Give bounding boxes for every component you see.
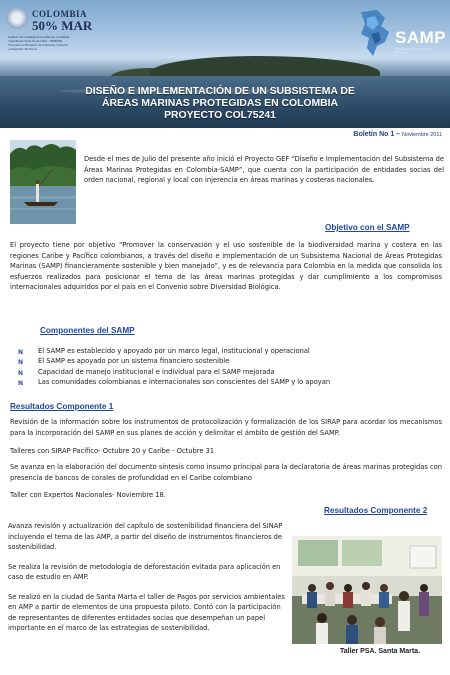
bulletin-number <box>353 131 442 138</box>
list-item <box>16 356 436 366</box>
logo-small-text: Vinculado al Ministerio de Ambiente, Vivienda <box>8 44 68 47</box>
bullet-mark-icon: N <box>18 369 24 377</box>
island-silhouette <box>150 56 380 78</box>
title-line: DISEÑO E IMPLEMENTACIÓN DE UN SUBSISTEMA DE <box>85 86 355 97</box>
logo-small-text: Instituto de Investigaciones Marinas y Costeras <box>8 36 70 39</box>
colombia-50-mar-logo <box>6 7 93 55</box>
resultados-1-heading: Resultados Componente 1 <box>10 402 114 411</box>
samp-logo-word: SAMP <box>395 28 447 47</box>
workshop-photo <box>292 536 442 644</box>
resultados-1-paragraph: Revisión de la información sobre los instrumentos de protocolización y formalización de los SIRAP para acordar los mecanismos para la incorporación del SAMP en sus planes de acción y delimitar el ámbito de gestión del SAMP. <box>10 418 442 437</box>
componentes-heading: Componentes del SAMP <box>40 326 135 335</box>
samp-logo-subtitle: Subsistema de Áreas Marinas Protegidas <box>395 48 432 54</box>
logo-small-text: "José Benito Vives De Andréis" - INVEMAR <box>8 40 63 43</box>
resultados-1-paragraph: Se avanza en la elaboración del documento síntesis como insumo principal para la declaratoria de áreas marinas protegidas con presencia de bancos de corales de profundidad en el Caribe colombiano <box>10 463 442 482</box>
bullet-mark-icon: N <box>18 349 24 356</box>
list-item-text: Las comunidades colombianas e internacionales son conscientes del SAMP y lo apoyan <box>38 378 331 387</box>
list-item-text: El SAMP es apoyado por un sistema financiero sostenible <box>38 357 230 366</box>
bulletin-label: Boletín No 1 – <box>353 131 401 138</box>
resultados-2-heading: Resultados Componente 2 <box>324 506 428 515</box>
list-item <box>16 367 436 377</box>
list-item-text: El SAMP es establecido y apoyado por un marco legal, institucional y operacional <box>38 347 310 355</box>
resultados-1-paragraph: Talleres con SIRAP Pacífico- Octubre 20 y Caribe - Octubre 31 <box>10 447 215 455</box>
bullet-mark-icon: N <box>18 359 24 367</box>
objetivo-paragraph: El proyecto tiene por objetivo “Promover la conservación y el uso sostenible de la biodiversidad marina y costera en las regiones Caribe y Pacífico colombianos, a través del diseño e implementación de un Subsistema Nacional de Áreas Protegidas Marinas (SAMP) financieramente sostenible y bien manejado”, y es de relevancia para Colombia en la medida que consolida los esfuerzos realizados para posicionar el tema de las áreas marinas protegidas y dar cumplimiento a los compromisos internacionales adquiridos por el país en el Convenio sobre Diversidad Biológica. <box>10 241 442 292</box>
resultados-2-paragraph: Avanza revisión y actualización del capítulo de sostenibilidad financiera del SINAP incluyendo el tema de las AMP, a partir del diseño de instrumentos financieros de sostenibilidad. <box>8 522 283 551</box>
header-banner <box>0 0 450 128</box>
logo-colombia-line2: 50% MAR <box>32 18 93 33</box>
colombia-map-icon <box>355 8 395 58</box>
resultados-1-paragraph: Taller con Expertos Nacionales- Noviembre 18. <box>10 491 166 499</box>
intro-paragraph: Desde el mes de Julio del presente año inició el Proyecto GEF “Diseño e Implementación del Subsistema de Áreas Marinas Protegidas en Colombia-SAMP”, que cuenta con la participación de entidades socias del orden nacional, regional y local con injerencia en áreas marinas y costeras nacionales. <box>84 155 444 184</box>
title-line: ÁREAS MARINAS PROTEGIDAS EN COLOMBIA <box>101 98 339 109</box>
photo-caption: Taller PSA. Santa Marta. <box>340 648 421 655</box>
title-line: PROYECTO COL75241 <box>164 110 276 121</box>
sun-icon <box>6 7 28 29</box>
resultados-2-paragraph: Se realizó en la ciudad de Santa Marta el taller de Pagos por servicios ambientales en AMP a partir de elementos de una propuesta piloto. Contó con la participación de representantes de diferentes entidades socias que desempeñan un papel importante en el marco de las estrategias de sostenibilidad. <box>8 592 285 632</box>
boat-photo <box>10 140 76 224</box>
list-item-text: Capacidad de manejo institucional e individual para el SAMP mejorada <box>38 367 275 376</box>
resultados-2-paragraph: Se realiza la revisión de metodología de deforestación evitada para aplicación en caso de estudio en AMP. <box>8 562 281 581</box>
bulletin-date: Noviembre 2011 <box>402 132 442 138</box>
logo-colombia-line1: COLOMBIA <box>32 9 88 19</box>
logo-small-text: y Desarrollo Territorial <box>8 48 37 51</box>
componentes-list <box>16 346 436 388</box>
list-item <box>16 377 436 387</box>
objetivo-heading: Objetivo con el SAMP <box>325 223 410 232</box>
page-title <box>60 86 380 122</box>
resultados-2-text <box>8 521 288 661</box>
bullet-mark-icon: N <box>18 380 24 388</box>
samp-logo <box>355 8 445 62</box>
list-item <box>16 346 436 356</box>
